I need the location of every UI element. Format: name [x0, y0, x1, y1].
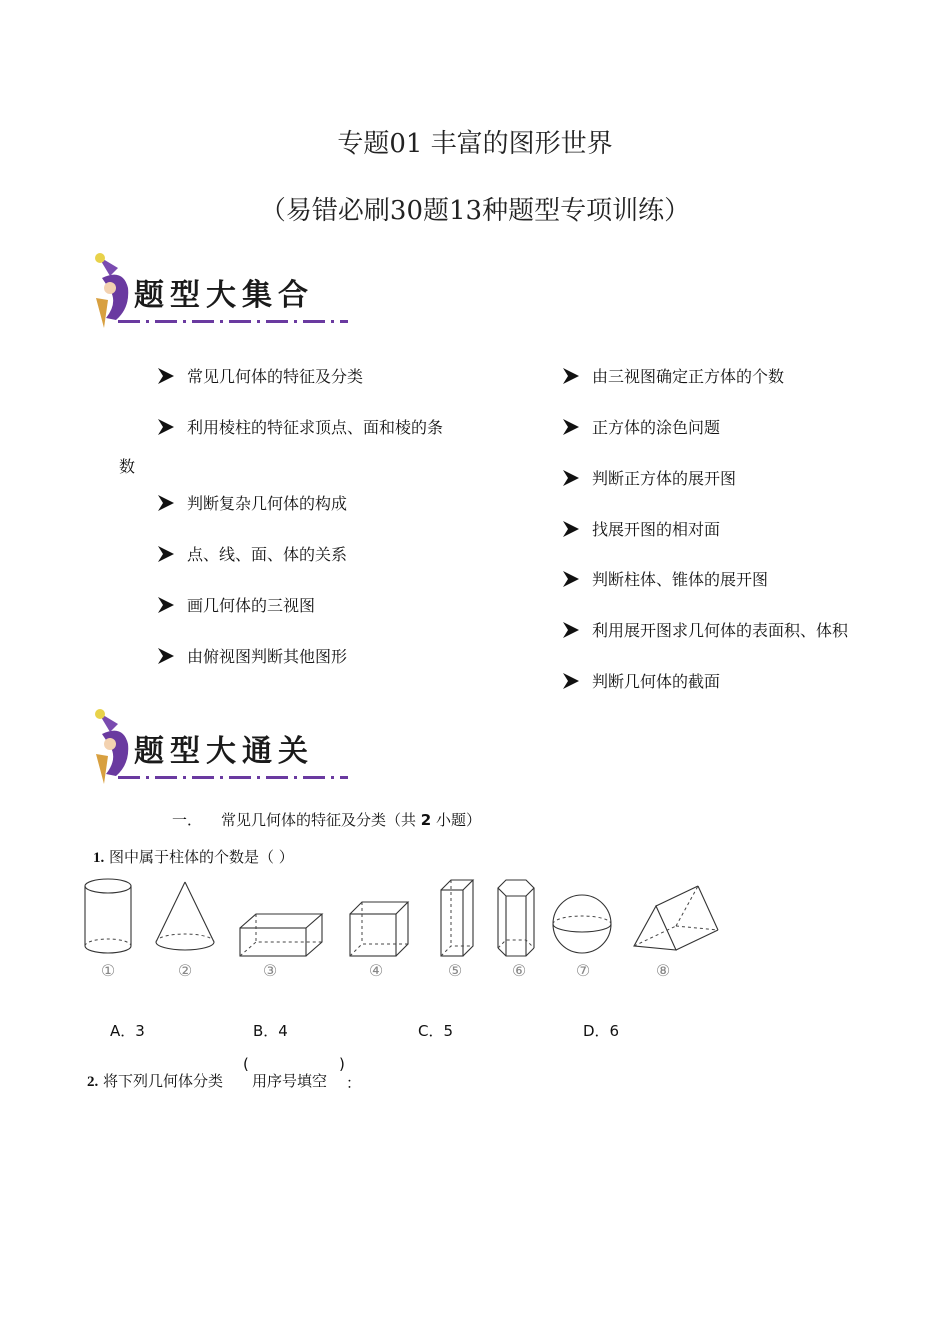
list-item: 找展开图的相对面: [562, 517, 720, 540]
list-item: 判断几何体的截面: [562, 669, 720, 692]
arrow-bullet-icon: [562, 570, 580, 588]
shape-label: ④: [368, 961, 384, 980]
cone-shape: [152, 876, 218, 958]
paren-open: (: [243, 1055, 249, 1073]
banner-question-types: [88, 248, 358, 343]
list-item: 判断复杂几何体的构成: [157, 491, 347, 514]
shape-label: ⑤: [447, 961, 463, 980]
arrow-bullet-icon: [562, 520, 580, 538]
shape-label: ②: [177, 961, 193, 980]
list-item: 由三视图确定正方体的个数: [562, 364, 784, 387]
option-d: D．6: [583, 1022, 620, 1040]
wizard-icon: [88, 248, 138, 338]
question-1: 1. 图中属于柱体的个数是（ ）: [93, 848, 294, 866]
list-item: 画几何体的三视图: [157, 593, 315, 616]
arrow-bullet-icon: [157, 647, 175, 665]
section-heading: 常见几何体的特征及分类（共 2 小题）: [221, 811, 481, 829]
arrow-bullet-icon: [157, 494, 175, 512]
list-item: 点、线、面、体的关系: [157, 542, 347, 565]
shape-label: ①: [100, 961, 116, 980]
arrow-bullet-icon: [157, 418, 175, 436]
page-title: 专题01 丰富的图形世界: [337, 129, 613, 159]
cylinder-shape: [82, 876, 134, 958]
shape-label: ⑥: [511, 961, 527, 980]
arrow-bullet-icon: [562, 418, 580, 436]
cuboid-shape: [236, 876, 326, 958]
hexagonal-prism-shape: [494, 876, 538, 960]
banner-title: 题型大通关: [134, 734, 314, 769]
question-2: 2. 将下列几何体分类: [87, 1072, 224, 1090]
sphere-shape: [550, 876, 614, 958]
option-a: A．3: [110, 1022, 145, 1040]
banner-title: 题型大集合: [134, 278, 314, 313]
arrow-bullet-icon: [562, 672, 580, 690]
section-number: 一．: [172, 811, 203, 829]
shape-label: ⑦: [575, 961, 591, 980]
list-item: 常见几何体的特征及分类: [157, 364, 363, 387]
arrow-bullet-icon: [157, 596, 175, 614]
arrow-bullet-icon: [562, 367, 580, 385]
list-item-wrap: 数: [119, 457, 136, 476]
colon: ：: [346, 1074, 362, 1092]
arrow-bullet-icon: [562, 621, 580, 639]
shape-label: ⑧: [655, 961, 671, 980]
triangular-prism-shape: [630, 876, 722, 958]
banner-divider: [118, 776, 348, 779]
list-item: 利用展开图求几何体的表面积、体积: [562, 618, 848, 641]
wizard-icon: [88, 704, 138, 794]
question-2-hint: 用序号填空: [252, 1072, 328, 1090]
option-c: C．5: [418, 1022, 454, 1040]
list-item: 利用棱柱的特征求顶点、面和棱的条: [157, 415, 443, 438]
square-prism-shape: [437, 876, 477, 960]
list-item: 判断正方体的展开图: [562, 466, 736, 489]
list-item: 由俯视图判断其他图形: [157, 644, 347, 667]
cube-shape: [346, 876, 412, 958]
page-subtitle: （易错必刷30题13种题型专项训练）: [259, 196, 691, 226]
arrow-bullet-icon: [157, 545, 175, 563]
arrow-bullet-icon: [157, 367, 175, 385]
list-item: 判断柱体、锥体的展开图: [562, 567, 768, 590]
banner-divider: [118, 320, 348, 323]
option-b: B．4: [253, 1022, 288, 1040]
list-item: 正方体的涂色问题: [562, 415, 720, 438]
paren-close: ): [339, 1055, 345, 1073]
shape-label: ③: [262, 961, 278, 980]
arrow-bullet-icon: [562, 469, 580, 487]
banner-question-practice: [88, 704, 358, 799]
